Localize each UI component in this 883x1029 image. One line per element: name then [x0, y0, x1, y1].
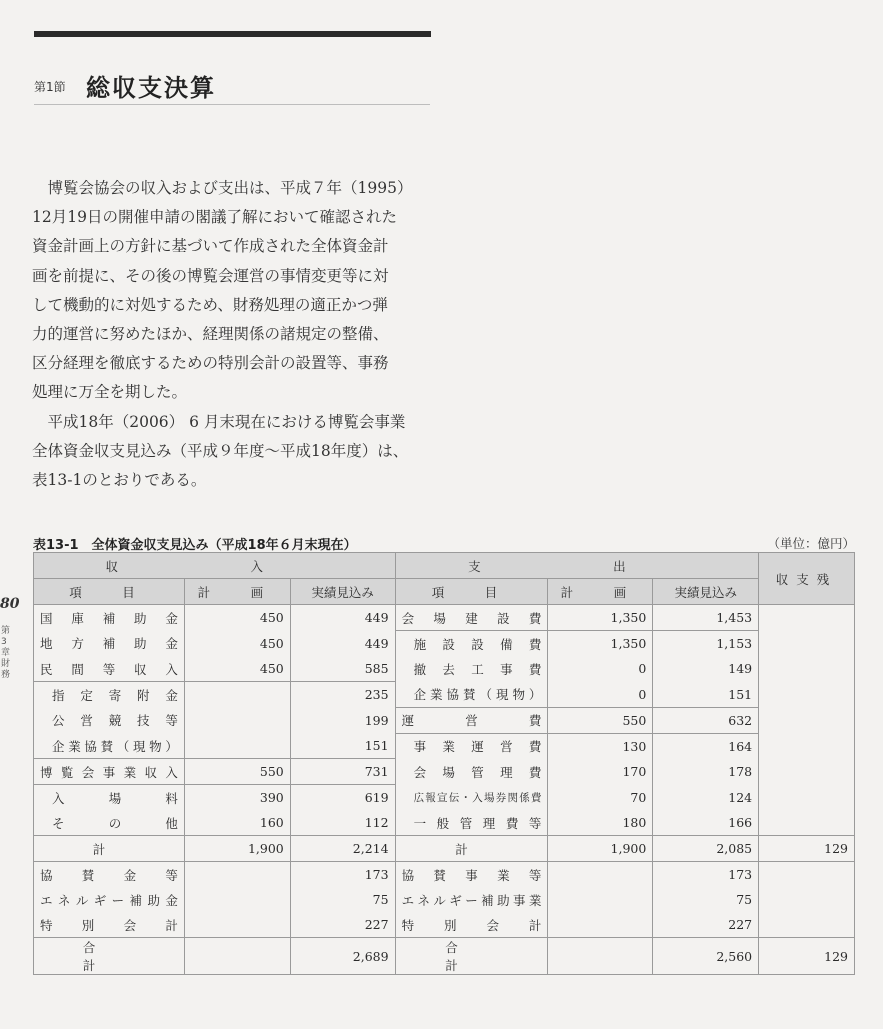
- header-item: 項 目: [34, 579, 185, 605]
- expense-actual: 124: [653, 785, 759, 811]
- paragraph-line: 力的運営に努めたほか、経理関係の諸規定の整備、: [32, 325, 389, 344]
- header-plan: 計 画: [184, 579, 290, 605]
- expense-plan: 170: [548, 759, 653, 785]
- income-actual: 731: [290, 759, 395, 785]
- paragraph-line: 画を前提に、その後の博覧会運営の事情変更等に対: [32, 266, 389, 285]
- total-income-plan: [184, 938, 290, 975]
- paragraph-line: 区分経理を徹底するための特別会計の設置等、事務: [32, 354, 389, 373]
- total-balance: 129: [759, 938, 855, 975]
- table-row: [34, 785, 855, 811]
- header-actual: 実績見込み: [653, 579, 759, 605]
- income-plan: [184, 682, 290, 708]
- subtotal-balance: 129: [759, 836, 855, 862]
- expense-actual: 151: [653, 682, 759, 708]
- paragraph-line: 12月19日の開催申請の閣議了解において確認された: [32, 208, 397, 227]
- table-row: [34, 887, 855, 912]
- expense-actual: 178: [653, 759, 759, 785]
- expense-item: 事業運営費: [395, 733, 548, 759]
- income-actual: 585: [290, 656, 395, 682]
- header-actual: 実績見込み: [290, 579, 395, 605]
- paragraph-line: して機動的に対処するため、財務処理の適正かつ弾: [32, 295, 388, 314]
- expense-item: 企業協賛（現物）: [395, 682, 548, 708]
- income-plan: 550: [184, 759, 290, 785]
- budget-table: [33, 552, 855, 975]
- paragraph-line: 全体資金収支見込み（平成９年度～平成18年度）は、: [32, 442, 409, 461]
- income-actual: 75: [290, 887, 395, 912]
- expense-item: エネルギー補助事業: [395, 887, 548, 912]
- table-subheader-row: [34, 579, 855, 605]
- income-actual: 112: [290, 810, 395, 836]
- income-actual: 235: [290, 682, 395, 708]
- header-item: 項 目: [395, 579, 548, 605]
- expense-actual: 164: [653, 733, 759, 759]
- expense-item: 広報宣伝・入場券関係費: [395, 785, 548, 811]
- balance-cell: [759, 862, 855, 938]
- subtotal-row: [34, 836, 855, 862]
- table-row: [34, 631, 855, 657]
- expense-actual: 1,153: [653, 631, 759, 657]
- income-item: 企業協賛（現物）: [34, 733, 185, 759]
- subtotal-income-actual: 2,214: [290, 836, 395, 862]
- income-item: 入場料: [34, 785, 185, 811]
- header-income: 収 入: [34, 553, 396, 579]
- table-row: [34, 605, 855, 631]
- income-plan: [184, 733, 290, 759]
- expense-plan: 130: [548, 733, 653, 759]
- table-row: [34, 682, 855, 708]
- paragraph-line: 博覧会協会の収入および支出は、平成７年（1995）: [32, 179, 413, 197]
- expense-actual: 632: [653, 707, 759, 733]
- expense-actual: 227: [653, 912, 759, 938]
- subtotal-expense-actual: 2,085: [653, 836, 759, 862]
- total-label: 合 計: [395, 938, 548, 975]
- total-row: [34, 938, 855, 975]
- expense-actual: 149: [653, 656, 759, 682]
- table-unit: （単位：億円）: [767, 536, 855, 551]
- income-item: エネルギー補助金: [34, 887, 185, 912]
- expense-plan: 180: [548, 810, 653, 836]
- expense-plan: 550: [548, 707, 653, 733]
- paragraph-line: 表13-1のとおりである。: [32, 471, 207, 490]
- income-item: 指定寄附金: [34, 682, 185, 708]
- expense-plan: 70: [548, 785, 653, 811]
- total-label: 合 計: [34, 938, 185, 975]
- income-plan: 450: [184, 631, 290, 657]
- page-number: 80: [0, 596, 20, 612]
- expense-plan: 1,350: [548, 631, 653, 657]
- paragraph-line: 処理に万全を期した。: [32, 383, 188, 402]
- total-expense-actual: 2,560: [653, 938, 759, 975]
- subtotal-income-plan: 1,900: [184, 836, 290, 862]
- expense-item: 運営費: [395, 707, 548, 733]
- income-item: 特別会計: [34, 912, 185, 938]
- paragraph-1: [32, 174, 442, 408]
- paragraph-line: 資金計画上の方針に基づいて作成された全体資金計: [32, 237, 389, 256]
- table-row: [34, 810, 855, 836]
- expense-item: 一般管理費等: [395, 810, 548, 836]
- header-plan: 計 画: [548, 579, 653, 605]
- section-heading: [34, 68, 430, 105]
- header-expense: 支 出: [395, 553, 759, 579]
- income-item: 協賛金等: [34, 862, 185, 888]
- expense-actual: 1,453: [653, 605, 759, 631]
- total-income-actual: 2,689: [290, 938, 395, 975]
- paragraph-line: 平成18年（2006） 6 月末現在における博覧会事業: [32, 413, 406, 431]
- expense-item: 会場管理費: [395, 759, 548, 785]
- paragraph-2: [32, 408, 442, 496]
- table-row: [34, 862, 855, 888]
- income-actual: 151: [290, 733, 395, 759]
- income-plan: 160: [184, 810, 290, 836]
- expense-item: 会場建設費: [395, 605, 548, 631]
- income-actual: 173: [290, 862, 395, 888]
- income-plan: 450: [184, 656, 290, 682]
- table-row: [34, 707, 855, 733]
- income-plan: [184, 862, 290, 938]
- income-plan: 390: [184, 785, 290, 811]
- table-row: [34, 733, 855, 759]
- income-actual: 619: [290, 785, 395, 811]
- income-plan: [184, 707, 290, 733]
- table-row: [34, 912, 855, 938]
- expense-item: 施設設備費: [395, 631, 548, 657]
- income-item: 地方補助金: [34, 631, 185, 657]
- subtotal-label: 計: [395, 836, 548, 862]
- expense-plan: [548, 862, 653, 938]
- top-rule: [34, 31, 431, 37]
- income-plan: 450: [184, 605, 290, 631]
- income-actual: 449: [290, 605, 395, 631]
- income-actual: 449: [290, 631, 395, 657]
- income-item: 民間等収入: [34, 656, 185, 682]
- section-number: 第1節: [34, 80, 66, 94]
- chapter-label: 第3章 財務: [1, 626, 11, 680]
- subtotal-expense-plan: 1,900: [548, 836, 653, 862]
- income-item: その他: [34, 810, 185, 836]
- subtotal-label: 計: [34, 836, 185, 862]
- expense-plan: 0: [548, 682, 653, 708]
- income-actual: 227: [290, 912, 395, 938]
- income-item: 博覧会事業収入: [34, 759, 185, 785]
- balance-cell: [759, 605, 855, 836]
- income-item: 国庫補助金: [34, 605, 185, 631]
- table-row: [34, 759, 855, 785]
- income-actual: 199: [290, 707, 395, 733]
- expense-actual: 173: [653, 862, 759, 888]
- expense-item: 撤去工事費: [395, 656, 548, 682]
- expense-actual: 166: [653, 810, 759, 836]
- table-row: [34, 656, 855, 682]
- expense-item: 協賛事業等: [395, 862, 548, 888]
- table-title: 表13-1 全体資金収支見込み（平成18年６月末現在）: [33, 538, 357, 553]
- income-item: 公営競技等: [34, 707, 185, 733]
- table-header-row: [34, 553, 855, 579]
- expense-plan: 0: [548, 656, 653, 682]
- expense-item: 特別会計: [395, 912, 548, 938]
- header-balance: 収支残: [759, 553, 855, 605]
- total-expense-plan: [548, 938, 653, 975]
- section-title: 総収支決算: [86, 73, 216, 102]
- expense-actual: 75: [653, 887, 759, 912]
- expense-plan: 1,350: [548, 605, 653, 631]
